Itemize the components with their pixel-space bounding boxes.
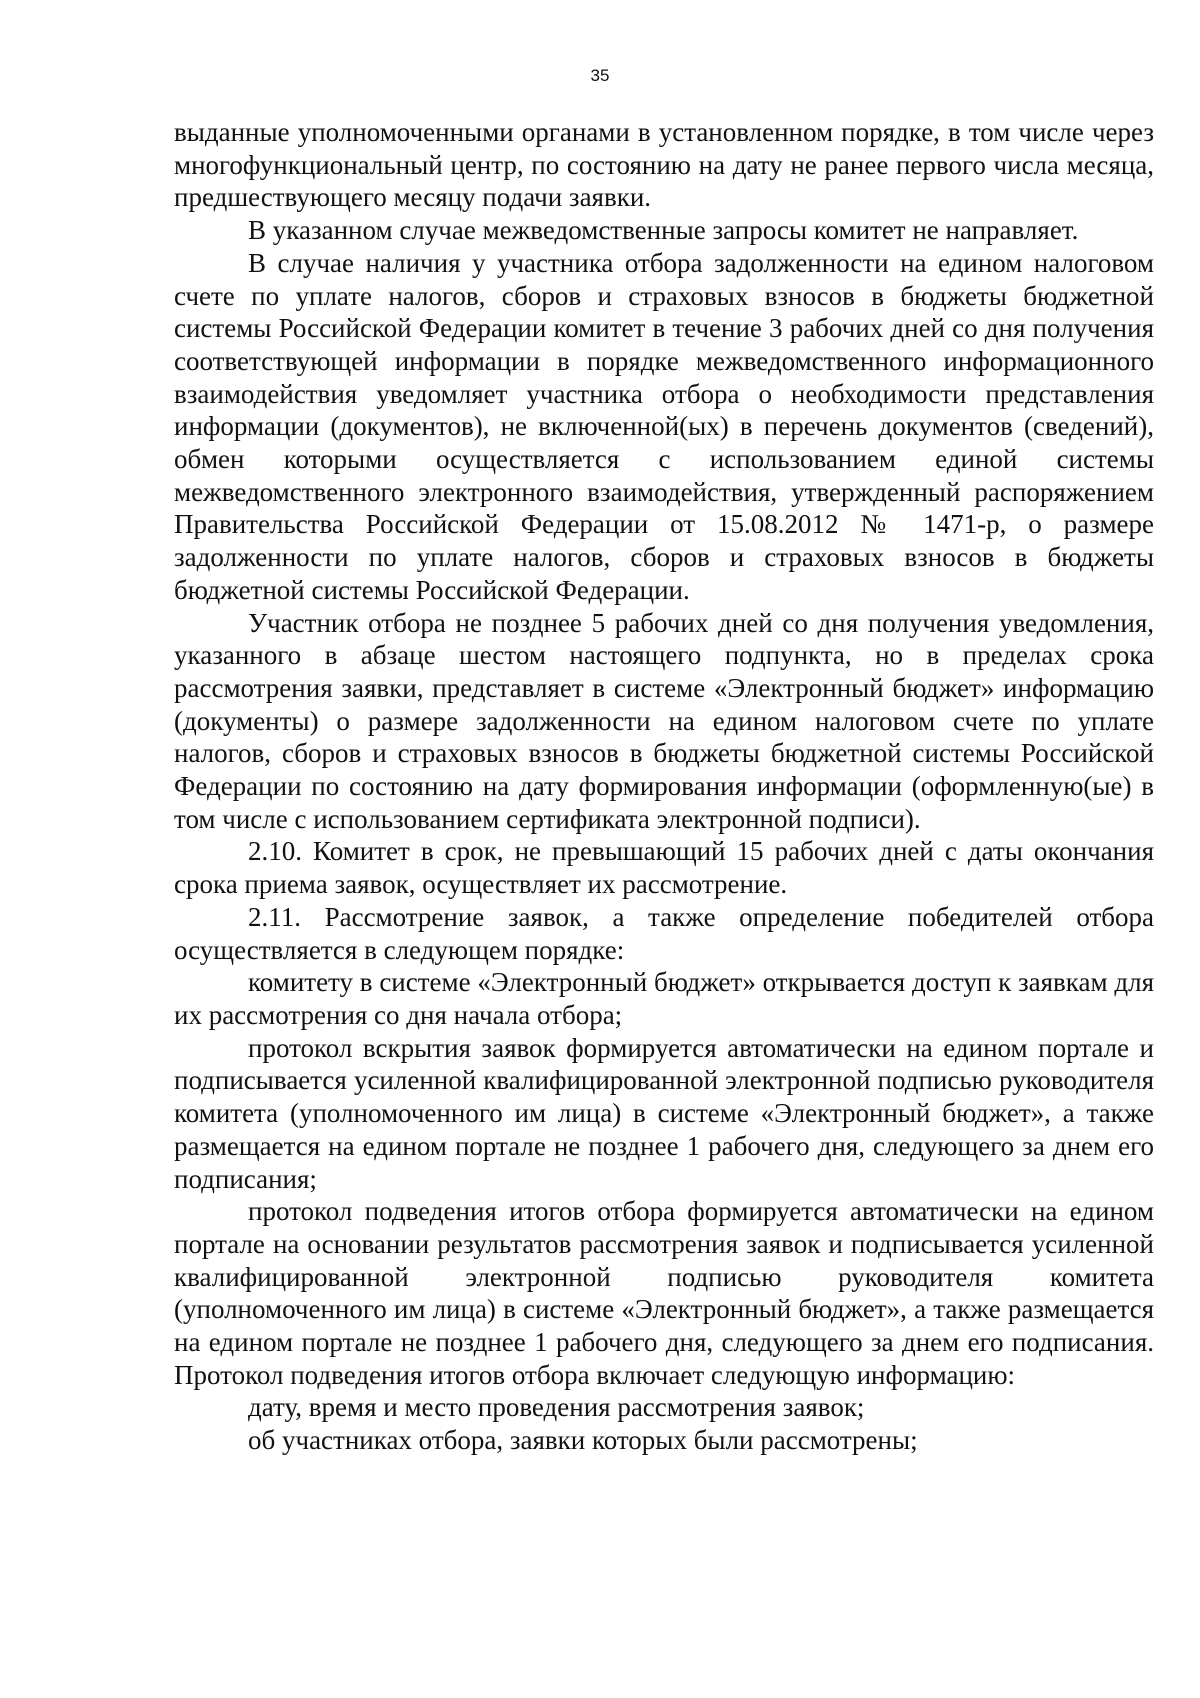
paragraph: об участниках отбора, заявки которых были рассмотрены; xyxy=(248,1425,918,1456)
paragraph: комитету в системе «Электронный бюджет» открывается доступ к заявкам для их рассмотрения со дня начала отбора; xyxy=(174,967,1154,1030)
paragraph: 2.10. Комитет в срок, не превышающий 15 рабочих дней с даты окончания срока приема заявок, осуществляет их рассмотрение. xyxy=(174,836,1154,900)
paragraph: 2.11. Рассмотрение заявок, а также определение победителей отбора осуществляется в следующем порядке: xyxy=(174,901,1154,965)
paragraph: протокол вскрытия заявок формируется автоматически на едином портале и подписывается усиленной квалифицированной электронной подписью руководителя комитета (уполномоченного им лица) в системе «Электронный бюджет», а также размещается на едином портале не позднее 1 рабочего дня, следующего за днем его подписания; xyxy=(174,1032,1154,1194)
page-number: 35 xyxy=(590,66,610,85)
paragraph: протокол подведения итогов отбора формируется автоматически на едином портале на основании результатов рассмотрения заявок и подписывается усиленной квалифицированной электронной подписью руководителя комитета (уполномоченного им лица) в системе «Электронный бюджет», а также размещается на едином портале не позднее 1 рабочего дня, следующего за днем его подписания. Протокол подведения итогов отбора включает следующую информацию: xyxy=(174,1196,1154,1390)
paragraph: В указанном случае межведомственные запросы комитет не направляет. xyxy=(248,215,1079,246)
paragraph: Участник отбора не позднее 5 рабочих дней со дня получения уведомления, указанного в абзаце шестом настоящего подпункта, но в пределах срока рассмотрения заявки, представляет в системе «Электронный бюджет» информацию (документы) о размере задолженности на едином налоговом счете по уплате налогов, сборов и страховых взносов в бюджеты бюджетной системы Российской Федерации по состоянию на дату формирования информации (оформленную(ые) в том числе с использованием сертификата электронной подписи). xyxy=(174,607,1154,834)
paragraph: дату, время и место проведения рассмотрения заявок; xyxy=(248,1392,865,1423)
document-body xyxy=(174,116,1154,1457)
paragraph: выданные уполномоченными органами в установленном порядке, в том числе через многофункциональный центр, по состоянию на дату не ранее первого числа месяца, предшествующего месяцу подачи заявки. xyxy=(174,117,1154,213)
paragraph: В случае наличия у участника отбора задолженности на едином налоговом счете по уплате налогов, сборов и страховых взносов в бюджеты бюджетной системы Российской Федерации комитет в течение 3 рабочих дней со дня получения соответствующей информации в порядке межведомственного информационного взаимодействия уведомляет участника отбора о необходимости представления информации (документов), не включенной(ых) в перечень документов (сведений), обмен которыми осуществляется с использованием единой системы межведомственного электронного взаимодействия, утвержденный распоряжением Правительства Российской Федерации от 15.08.2012 № 1471-р, о размере задолженности по уплате налогов, сборов и страховых взносов в бюджеты бюджетной системы Российской Федерации. xyxy=(174,247,1154,605)
